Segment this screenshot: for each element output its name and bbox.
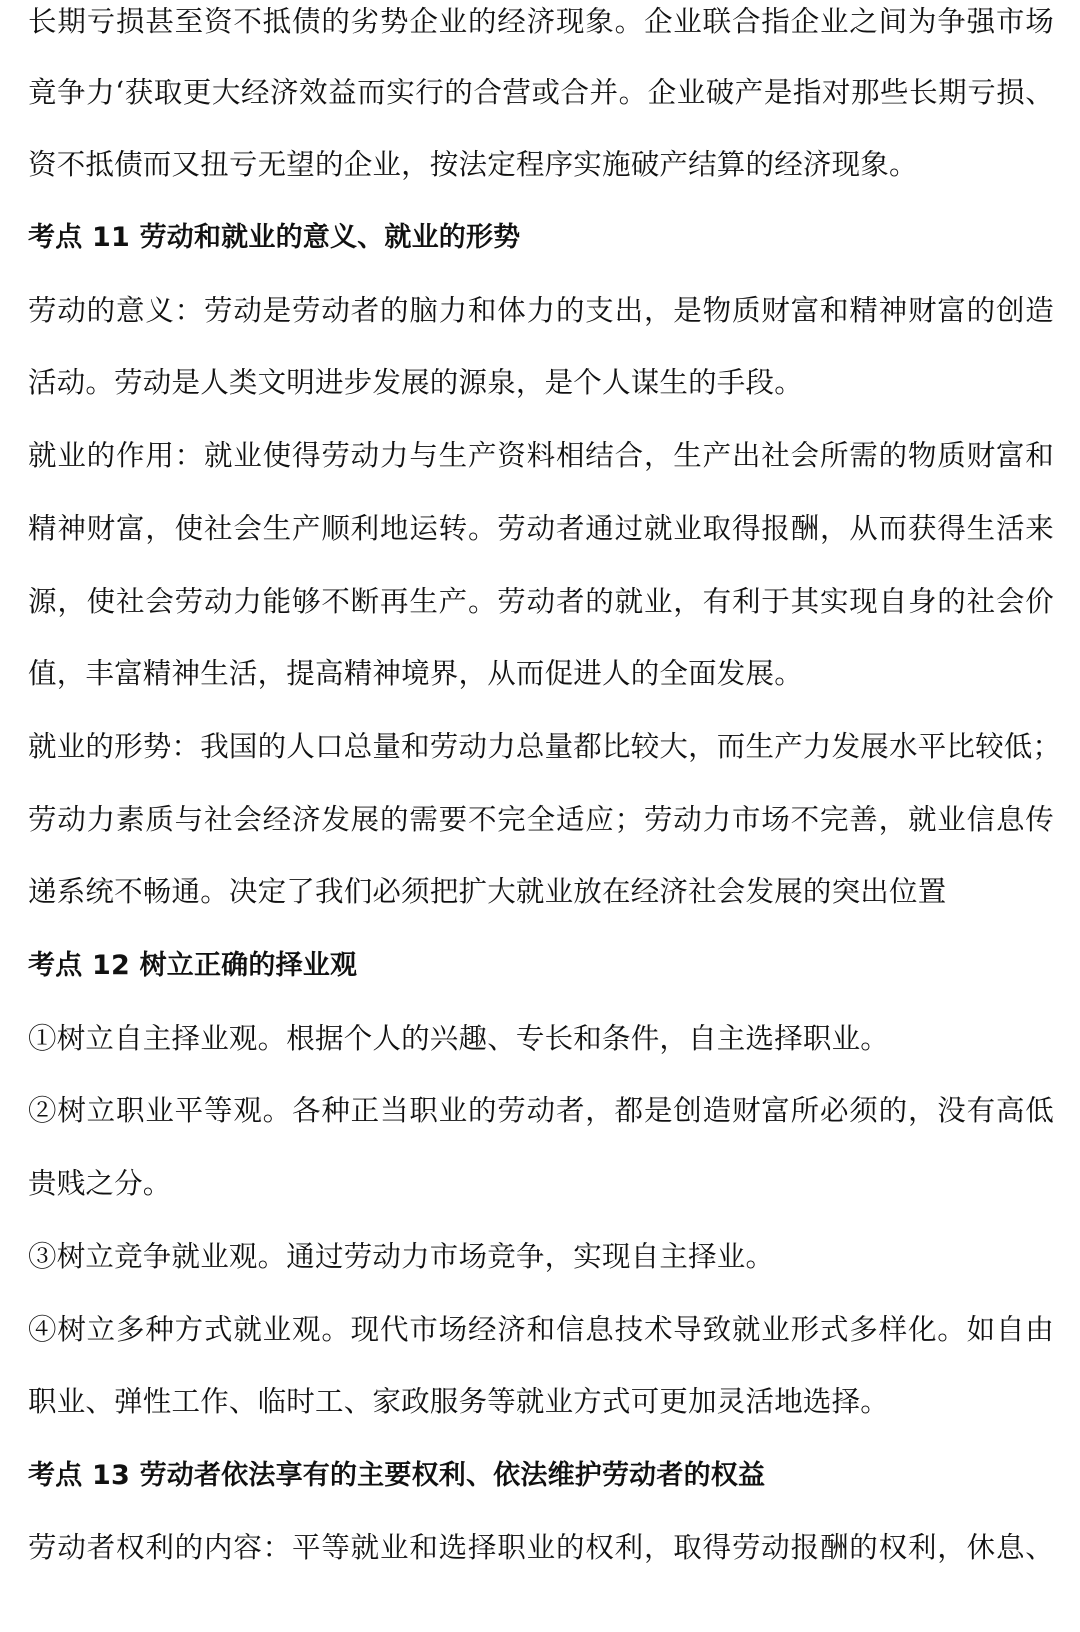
- section-heading: 考点 11 劳动和就业的意义、就业的形势: [28, 222, 521, 253]
- paragraph-line: 资不抵债而又扭亏无望的企业，按法定程序实施破产结算的经济现象。: [28, 148, 918, 181]
- paragraph-line: 活动。劳动是人类文明进步发展的源泉，是个人谋生的手段。: [28, 366, 803, 399]
- list-item: ④树立多种方式就业观。现代市场经济和信息技术导致就业形式多样化。如自由: [28, 1313, 1054, 1346]
- list-item: ②树立职业平等观。各种正当职业的劳动者，都是创造财富所必须的，没有高低: [28, 1094, 1054, 1127]
- paragraph-line: 劳动的意义：劳动是劳动者的脑力和体力的支出，是物质财富和精神财富的创造: [28, 294, 1054, 327]
- section-heading: 考点 13 劳动者依法享有的主要权利、依法维护劳动者的权益: [28, 1460, 766, 1491]
- paragraph-line: 竟争力‘获取更大经济效益而实行的合营或合并。企业破产是指对那些长期亏损、: [28, 76, 1054, 109]
- paragraph-line: 职业、弹性工作、临时工、家政服务等就业方式可更加灵活地选择。: [28, 1385, 890, 1418]
- list-item: ③树立竞争就业观。通过劳动力市场竞争，实现自主择业。: [28, 1240, 775, 1273]
- paragraph-line: 就业的形势：我国的人口总量和劳动力总量都比较大，而生产力发展水平比较低；: [28, 730, 1062, 763]
- paragraph-line: 劳动者权利的内容：平等就业和选择职业的权利，取得劳动报酬的权利，休息、: [28, 1531, 1054, 1564]
- section-heading: 考点 12 树立正确的择业观: [28, 950, 358, 981]
- paragraph-line: 长期亏损甚至资不抵债的劣势企业的经济现象。企业联合指企业之间为争强市场: [28, 5, 1054, 38]
- paragraph-line: 精神财富，使社会生产顺利地运转。劳动者通过就业取得报酬，从而获得生活来: [28, 512, 1054, 545]
- paragraph-line: 值，丰富精神生活，提高精神境界，从而促进人的全面发展。: [28, 657, 803, 690]
- paragraph-line: 劳动力素质与社会经济发展的需要不完全适应；劳动力市场不完善，就业信息传: [28, 803, 1054, 836]
- paragraph-line: 就业的作用：就业使得劳动力与生产资料相结合，生产出社会所需的物质财富和: [28, 439, 1054, 472]
- paragraph-line: 贵贱之分。: [28, 1167, 172, 1200]
- paragraph-line: 源，使社会劳动力能够不断再生产。劳动者的就业，有利于其实现自身的社会价: [28, 585, 1054, 618]
- paragraph-line: 递系统不畅通。决定了我们必须把扩大就业放在经济社会发展的突出位置: [28, 875, 947, 908]
- list-item: ①树立自主择业观。根据个人的兴趣、专长和条件，自主选择职业。: [28, 1022, 890, 1055]
